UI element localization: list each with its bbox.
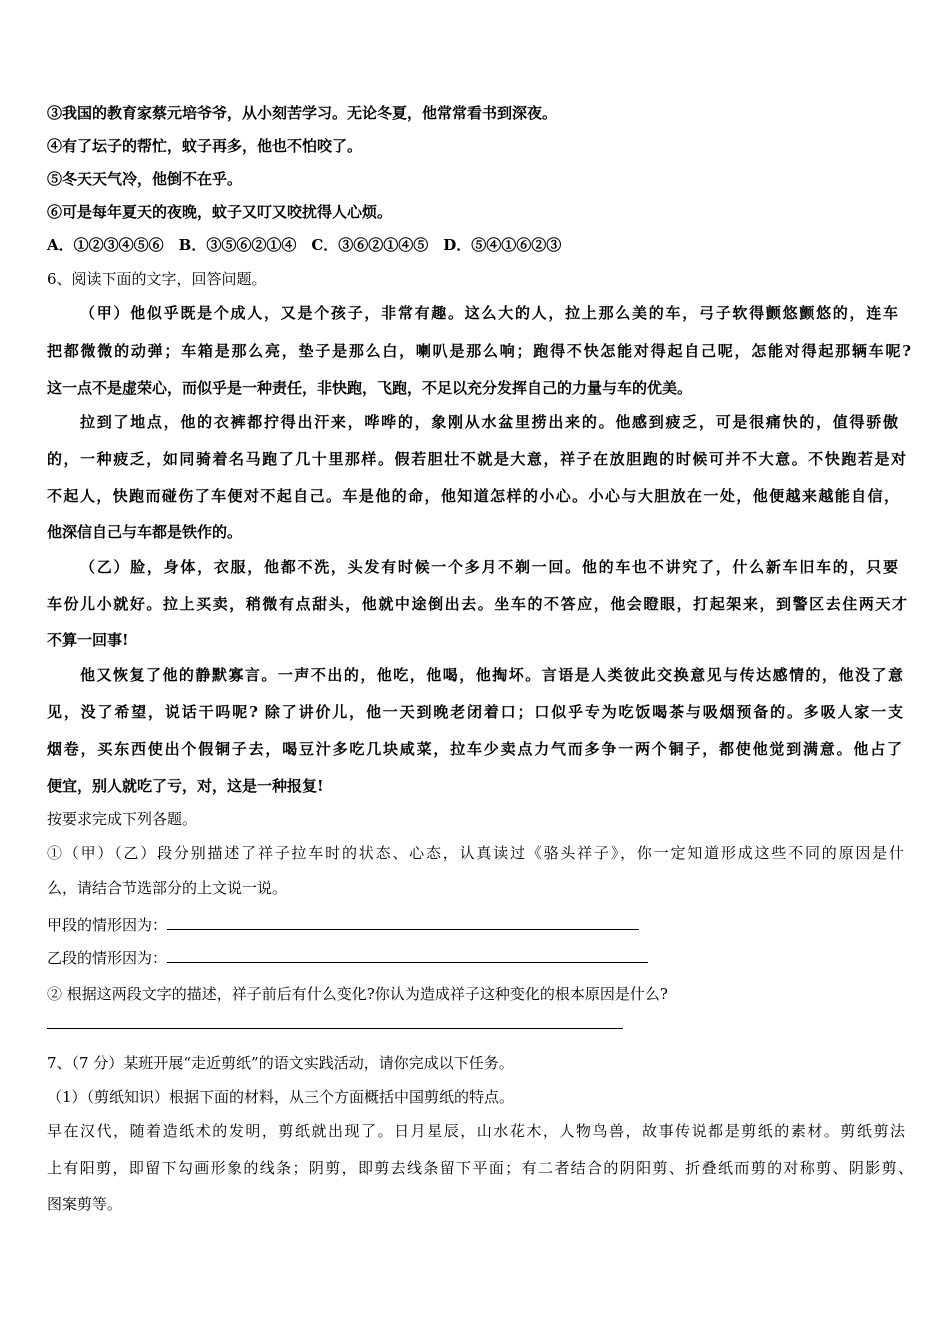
q7-task1: （1）（剪纸知识）根据下面的材料，从三个方面概括中国剪纸的特点。 <box>47 1088 515 1106</box>
passage-jia-line: （甲）他似乎既是个成人，又是个孩子，非常有趣。这么大的人，拉上那么美的车，弓子软得颤悠颤悠的，连车 <box>80 304 898 322</box>
q7-material-line: 上有阳剪，即留下勾画形象的线条；阴剪，即剪去线条留下平面；有二者结合的阴阳剪、折叠纸而剪的对称剪、阴影剪、 <box>47 1159 913 1177</box>
q6-instruction: 按要求完成下列各题。 <box>47 810 198 828</box>
q5-options: A．①②③④⑤⑥ B．③⑤⑥②①④ C．③⑥②①④⑤ D．⑤④①⑥②③ <box>47 236 562 254</box>
q7-material-line: 早在汉代，随着造纸术的发明，剪纸就出现了。日月星辰，山水花木，人物鸟兽，故事传说都是剪纸的素材。剪纸剪法 <box>47 1122 905 1140</box>
passage-yi2-line: 他又恢复了他的静默寡言。一声不出的，他吃，他喝，他掏坏。言语是人类彼此交换意见与传达感情的，他没了意 <box>80 666 903 684</box>
passage-jia-line: 把都微微的动弹；车箱是那么亮，垫子是那么白，喇叭是那么响；跑得不快怎能对得起自己呢，怎能对得起那辆车呢? <box>47 342 911 360</box>
jia-reason-answer-blank[interactable] <box>167 915 639 930</box>
passage-jia2-line: 他深信自己与车都是铁作的。 <box>47 523 243 541</box>
yi-reason-label: 乙段的情形因为： <box>47 949 168 967</box>
jia-reason-label: 甲段的情形因为： <box>47 916 168 934</box>
passage-jia-line: 这一点不是虚荣心，而似乎是一种责任，非快跑，飞跑，不足以充分发挥自己的力量与车的优美。 <box>47 379 693 397</box>
q6-sub1-line2: 么，请结合节选部分的上文说一说。 <box>47 879 288 897</box>
passage-yi-line: （乙）脸，身体，衣服，他都不洗，头发有时候一个多月不剃一回。他的车也不讲究了，什么新车旧车的，只要 <box>80 558 898 576</box>
passage-yi2-line: 烟卷，买东西使出个假铜子去，喝豆汁多吃几块咸菜，拉车少卖点力气而多争一两个铜子，都使他觉到满意。他占了 <box>47 740 902 758</box>
yi-reason-row <box>47 948 648 968</box>
passage-yi-line: 车份儿小就好。拉上买卖，稍微有点甜头，他就中途倒出去。坐车的不答应，他会瞪眼，打起架来，到警区去住两天才 <box>47 595 907 613</box>
passage-jia2-line: 的，一种疲乏，如同骑着名马跑了几十里那样。假若胆壮不就是大意，祥子在放胆跑的时候可并不大意。不快跑若是对 <box>47 450 906 468</box>
passage-yi-line: 不算一回事! <box>47 631 129 649</box>
passage-yi2-line: 便宜，别人就吃了亏，对，这是一种报复! <box>47 777 324 795</box>
jia-reason-row <box>47 915 639 935</box>
q5-item-6: ⑥可是每年夏天的夜晚，蚊子又叮又咬扰得人心烦。 <box>47 203 393 221</box>
q6-sub2: ② 根据这两段文字的描述，祥子前后有什么变化?你认为造成祥子这种变化的根本原因是什么? <box>47 985 668 1003</box>
q7-heading: 7、（7 分）某班开展“走近剪纸”的语文实践活动，请你完成以下任务。 <box>47 1054 514 1072</box>
yi-reason-answer-blank[interactable] <box>167 948 648 963</box>
sub2-answer-blank[interactable] <box>47 1028 623 1029</box>
q5-item-5: ⑤冬天天气冷，他倒不在乎。 <box>47 170 243 188</box>
q7-material-line: 图案剪等。 <box>47 1195 123 1213</box>
q6-sub1-line1: ①（甲）（乙）段分别描述了祥子拉车时的状态、心态，认真读过《骆头祥子》，你一定知道形成这些不同的原因是什 <box>47 844 904 862</box>
passage-jia2-line: 拉到了地点，他的衣裤都拧得出汗来，哗哗的，象刚从水盆里捞出来的。他感到疲乏，可是很痛快的，值得骄傲 <box>80 413 898 431</box>
passage-jia2-line: 不起人，快跑而碰伤了车便对不起自己。车是他的命，他知道怎样的小心。小心与大胆放在一处，他便越来越能自信， <box>47 487 899 505</box>
q5-item-4: ④有了坛子的帮忙，蚊子再多，他也不怕咬了。 <box>47 137 363 155</box>
q5-item-3: ③我国的教育家蔡元培爷爷，从小刻苦学习。无论冬夏，他常常看书到深夜。 <box>47 104 558 122</box>
passage-yi2-line: 见，没了希望，说话干吗呢? 除了讲价儿，他一天到晚老闭着口；口似乎专为吃饭喝茶与吸烟预备的。多吸人家一支 <box>47 703 903 721</box>
q6-heading: 6、阅读下面的文字，回答问题。 <box>47 270 267 288</box>
